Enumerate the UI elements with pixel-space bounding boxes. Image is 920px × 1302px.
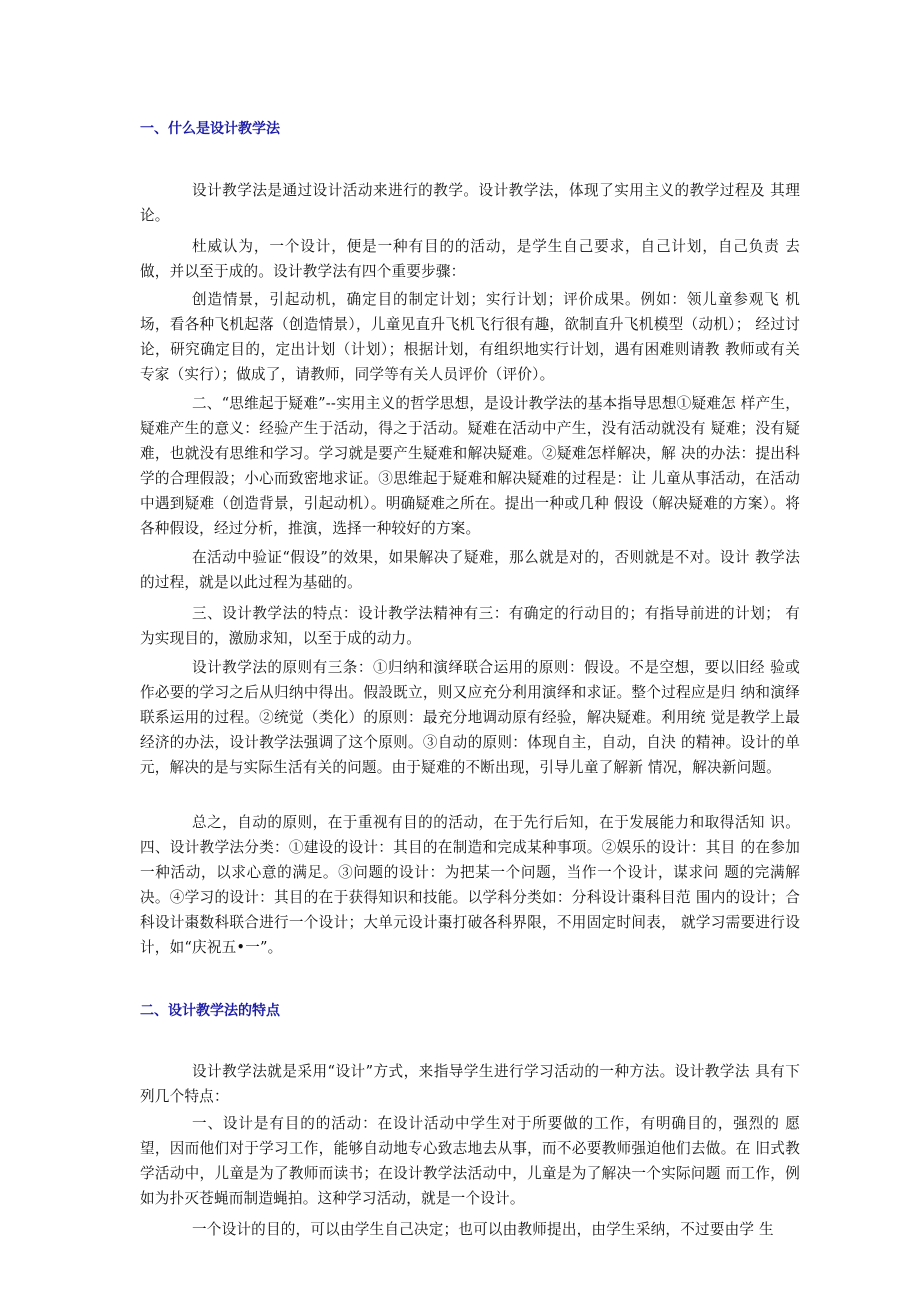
- section-1-paragraph-2: 杜威认为，一个设计，便是一种有目的的活动，是学生自己要求，自己计划，自己负责 去做，并以至于成的。设计教学法有四个重要步骤：: [140, 238, 800, 280]
- section-1-paragraph-8: 总之，自动的原则，在于重视有目的的活动，在于先行后知，在于发展能力和取得活知 识。四、设计教学法分类：①建设的设计：其目的在制造和完成某种事项。②娱乐的设计：其目 的在参加一种活动，以求心意的满足。③问题的设计：为把某一个问题，当作一个设计，谋求问 题的完满解决。④学习的设计：其目的在于获得知识和技能。以学科分类如：分科设计棗科目范 围内的设计；合科设计棗数科联合进行一个设计；大单元设计棗打破各科界限，不用固定时间表， 就学习需要进行设计，如“庆祝五•一”。: [140, 814, 800, 956]
- section-1-paragraph-7: 设计教学法的原则有三条：①归纳和演绎联合运用的原则：假设。不是空想，要以旧经 验或作必要的学习之后从归纳中得出。假設既立，则又应充分利用演绎和求证。整个过程应是归 纳和演绎联系运用的过程。②统觉（类化）的原则：最充分地调动原有经验，解决疑难。利用统 觉是教学上最经济的办法，设计教学法强调了这个原则。③自动的原则：体现自主，自动，自決 的精神。设计的单元，解决的是与实际生活有关的问题。由于疑难的不断出现，引导儿童了解新 情况，解决新问题。: [140, 659, 800, 776]
- section-2-paragraph-1: 设计教学法就是采用“设计”方式，来指导学生进行学习活动的一种方法。设计教学法 具有下列几个特点：: [140, 1063, 800, 1105]
- section-1-paragraph-5: 在活动中验证“假设”的效果，如果解决了疑难，那么就是对的，否则就是不对。设计 教学法的过程，就是以此过程为基础的。: [140, 549, 800, 591]
- section-2-paragraph-3: 一个设计的目的，可以由学生自己决定；也可以由教师提出，由学生采纳，不过要由学 生: [192, 1221, 774, 1238]
- section-1-paragraph-3: 创造情景，引起动机，确定目的制定计划；实行计划；评价成果。例如：领儿童参观飞 机场，看各种飞机起落（创造情景），儿童见直升飞机飞行很有趣，欲制直升飞机模型（动机）； 经过讨论，研究确定目的，定出计划（计划）；根据计划，有组织地实行计划，遇有困难则请教 教师或有关专家（实行）；做成了，请教师，同学等有关人员评价（评价）。: [140, 291, 800, 383]
- section-1-paragraph-6: 三、设计教学法的特点：设计教学法精神有三：有确定的行动目的；有指导前进的计划； 有为实现目的，激励求知，以至于成的动力。: [140, 605, 800, 647]
- section-1-paragraph-4: 二、“思维起于疑难”--实用主义的哲学思想，是设计教学法的基本指导思想①疑难怎 样产生，疑难产生的意义：经验产生于活动，得之于活动。疑难在活动中产生，没有活动就没有 疑难；没有疑难，也就没有思维和学习。学习就是要产生疑难和解决疑难。②疑难怎样解决，解 决的办法：提出科学的合理假設；小心而致密地求证。③思维起于疑难和解决疑难的过程是：让 儿童从事活动，在活动中遇到疑难（创造背景，引起动机）。明确疑难之所在。提出一种或几种 假设（解决疑难的方案）。将各种假设，经过分析，推演，选择一种较好的方案。: [140, 395, 800, 537]
- section-2-paragraph-2: 一、设计是有目的的活动：在设计活动中学生对于所要做的工作，有明确目的，强烈的 愿望，因而他们对于学习工作，能够自动地专心致志地去从事，而不必要教师强迫他们去做。在 旧式教学活动中，儿童是为了教师而读书；在设计教学法活动中，儿童是为了解决一个实际问题 而工作，例如为扑灭苍蝇而制造蝇拍。这种学习活动，就是一个设计。: [140, 1115, 800, 1207]
- section-1-paragraph-1: 设计教学法是通过设计活动来进行的教学。设计教学法，体现了实用主义的教学过程及 其理论。: [140, 182, 800, 224]
- section-2-heading: 二、设计教学法的特点: [140, 1003, 280, 1019]
- section-1-heading: 一、什么是设计教学法: [140, 121, 280, 137]
